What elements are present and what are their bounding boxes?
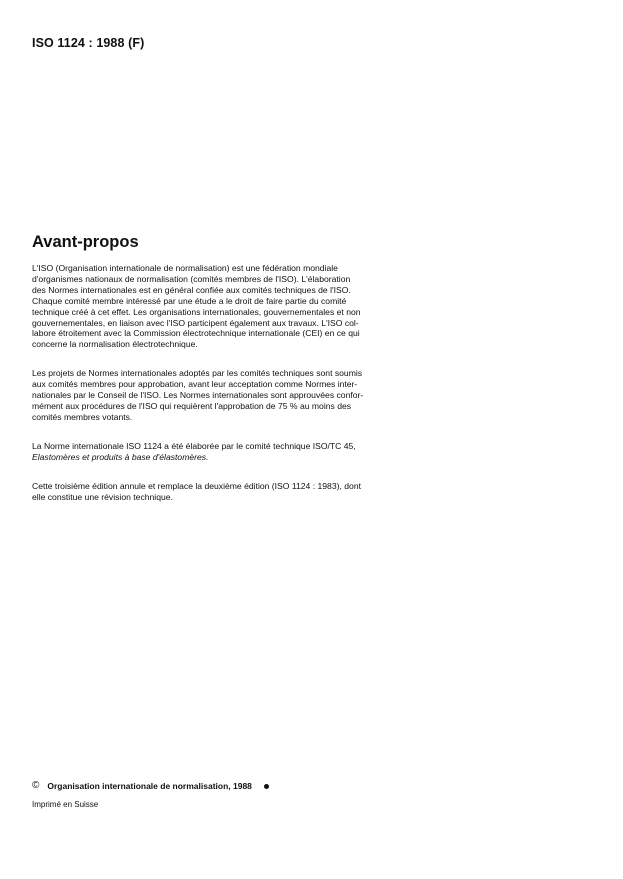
text-line: d'organismes nationaux de normalisation (comités membres de l'ISO). L'élaboration	[32, 273, 351, 284]
printed-in-text: Imprimé en Suisse	[32, 800, 99, 809]
paragraph-edition-note	[32, 481, 384, 503]
text-line: Les projets de Normes internationales adoptés par les comités techniques sont soumis	[32, 368, 363, 379]
copyright-icon: ©	[32, 780, 40, 791]
page-footer	[32, 781, 269, 809]
text-line: technique créé à cet effet. Les organisations internationales, gouvernementales et non	[32, 306, 361, 317]
text-line: labore étroitement avec la Commission électrotechnique internationale (CEI) en ce qui	[32, 328, 360, 339]
text-line: nationales par le Conseil de l'ISO. Les Normes internationales sont approuvées confor-	[32, 390, 364, 401]
text-line: gouvernementales, en liaison avec l'ISO participent également aux travaux. L'ISO col-	[32, 317, 359, 328]
text-line: Cette troisième édition annule et remplace la deuxième édition (ISO 1124 : 1983), dont	[32, 480, 361, 491]
paragraph-approval-process	[32, 368, 384, 423]
text-line: elle constitue une révision technique.	[32, 491, 173, 502]
paragraph-iso-description	[32, 263, 384, 350]
copyright-line	[32, 781, 269, 791]
text-line: Elastomères et produits à base d'élastomères.	[32, 451, 209, 462]
text-line: comités membres votants.	[32, 411, 133, 422]
text-line: concerne la normalisation électrotechnique.	[32, 339, 198, 350]
document-reference: ISO 1124 : 1988 (F)	[32, 36, 145, 50]
bullet-icon	[264, 784, 269, 789]
text-line: La Norme internationale ISO 1124 a été élaborée par le comité technique ISO/TC 45,	[32, 440, 356, 451]
foreword-body	[32, 263, 384, 520]
text-line: L'ISO (Organisation internationale de normalisation) est une fédération mondiale	[32, 263, 338, 273]
text-line: des Normes internationales est en général confiée aux comités techniques de l'ISO.	[32, 284, 351, 295]
text-line: Chaque comité membre intéressé par une étude a le droit de faire partie du comité	[32, 295, 347, 306]
text-line: mément aux procédures de l'ISO qui requièrent l'approbation de 75 % au moins des	[32, 400, 352, 411]
section-title: Avant-propos	[32, 233, 139, 251]
copyright-text: Organisation internationale de normalisation, 1988	[47, 781, 252, 791]
text-line: aux comités membres pour approbation, avant leur acceptation comme Normes inter-	[32, 379, 358, 390]
paragraph-technical-committee	[32, 441, 384, 463]
